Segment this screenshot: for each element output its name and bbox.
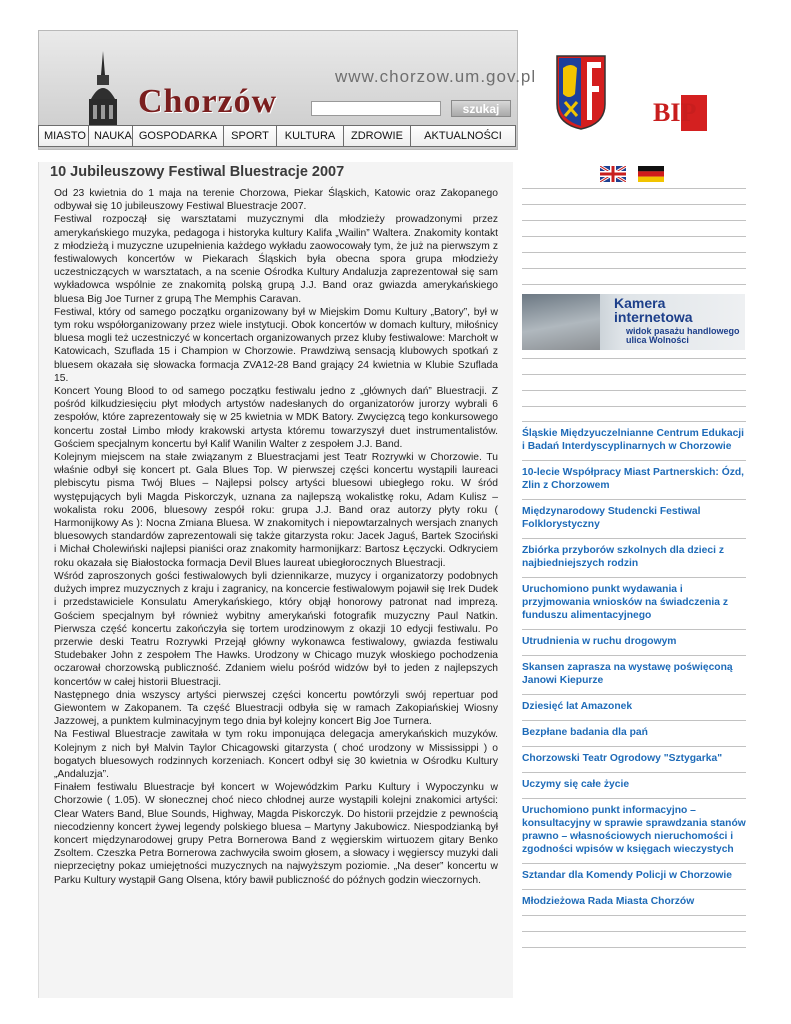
article-paragraph: Następnego dnia wszyscy artyści pierwszej części koncertu powtórzyli swój repertuar pod Giewontem w Zakopanem. Ta część Bluestracji odbyła się w ramach Zakopiańskiej Wiosny Jazzowej, a punktem kulminacyjnym tego dnia był kolejny koncert Big Joe Turnera.	[54, 689, 498, 728]
news-link[interactable]: Śląskie Międzyuczelnianne Centrum Edukacji i Badań Interdyscyplinarnych w Chorzowie	[522, 422, 746, 461]
nav-item-aktualnosci[interactable]: AKTUALNOŚCI	[411, 126, 515, 146]
sidebar	[522, 188, 746, 948]
webcam-title: Kamera internetowa	[614, 295, 693, 325]
sidebar-empty-row	[522, 221, 746, 237]
article-title: 10 Jubileuszowy Festiwal Bluestracje 2007	[50, 164, 345, 180]
coat-of-arms-icon	[555, 54, 607, 130]
article-paragraph: Festiwal, który od samego początku organizowany był w Miejskim Domu Kultury „Batory”, był w tym roku współorganizowany przez wiele instytucji. Obok koncertów w domach kultury, miłośnicy bluesa mogli też uczestniczyć w koncertach organizowanych przez kluby festiwalowe: Marchołt w Katowicach, Szuflada 15 i Champion w Chorzowie. Prawdziwą sensacją klubowych spotkań z bluesem okazała się słowacka formacja ZVA12-28 Band grający 24 kwietnia w Klubie Szuflada 15.	[54, 306, 498, 384]
sidebar-empty-row	[522, 375, 746, 391]
sidebar-empty-row	[522, 205, 746, 221]
site-url: www.chorzow.um.gov.pl	[335, 67, 537, 86]
article-paragraph: Od 23 kwietnia do 1 maja na terenie Chorzowa, Piekar Śląskich, Katowic oraz Zakopanego odbywał się 10 jubileuszowy Festiwal Bluestracje 2007.	[54, 188, 498, 213]
nav-item-miasto[interactable]: MIASTO	[39, 126, 89, 146]
site-name: Chorzów	[138, 83, 278, 120]
article-body	[54, 187, 498, 887]
news-link[interactable]: Uczymy się całe życie	[522, 773, 746, 799]
news-link[interactable]: Sztandar dla Komendy Policji w Chorzowie	[522, 864, 746, 890]
news-link[interactable]: Chorzowski Teatr Ogrodowy "Sztygarka"	[522, 747, 746, 773]
sidebar-empty-row	[522, 269, 746, 285]
nav-item-kultura[interactable]: KULTURA	[277, 126, 344, 146]
news-link[interactable]: 10-lecie Współpracy Miast Partnerskich: Ózd, Zlin z Chorzowem	[522, 461, 746, 500]
english-flag-icon[interactable]	[600, 166, 626, 182]
main-nav	[38, 125, 516, 147]
sidebar-empty-row	[522, 189, 746, 205]
webcam-subtitle: widok pasażu handlowego ulica Wolności	[626, 326, 740, 345]
sidebar-empty-row	[522, 359, 746, 375]
news-link[interactable]: Międzynarodowy Studencki Festiwal Folklorystyczny	[522, 500, 746, 539]
german-flag-icon[interactable]	[638, 166, 664, 182]
news-link[interactable]: Zbiórka przyborów szkolnych dla dzieci z najbiedniejszych rodzin	[522, 539, 746, 578]
article-paragraph: Na Festiwal Bluestracje zawitała w tym roku imponująca delegacja amerykańskich muzyków. Kolejnym z nich był Malvin Taylor Chicagowski gitarzysta ( choć urodzony w Mississippi ) o bogatych bluesowych rodzinnych korzeniach. Koncert odbył się 30 kwietnia w Ośrodku Kultury „Andaluzja”.	[54, 729, 498, 780]
nav-item-gospodarka[interactable]: GOSPODARKA	[133, 126, 224, 146]
sidebar-empty-row	[522, 391, 746, 407]
article-paragraph: Wśród zaproszonych gości festiwalowych byli dziennikarze, muzycy i organizatorzy podobnych dużych imprez muzycznych z kraju i zagranicy, na koncercie festiwalowym pojawił się Irek Dudek i przedstawiciele Konsulatu Amerykańskiego, który objął honorowy patronat nad imprezą. Gościem specjalnym był również wybitny amerykański fotografik muzyczny Paul Natkin. Pierwsza część koncertu zakończyła się tortem urodzinowym z okazji 10 edycji festiwalu. Po przerwie deski Teatru Rozrywki Przejął główny wykonawca festiwalowy, gwiazda festiwalu Studebaker John z zespołem The Hawks. Urodzony w Chicago muzyk włoskiego pochodzenia oczarował chorzowską publiczność. Zdaniem wielu pośród widzów był to jeden z najlepszych koncertów w całej historii Bluestracji.	[54, 570, 498, 688]
sidebar-empty-row	[522, 253, 746, 269]
bip-logo-icon[interactable]	[651, 91, 709, 133]
sidebar-empty-row	[522, 407, 746, 422]
webcam-thumbnail	[522, 294, 600, 350]
bip-logo-text: BIP	[653, 98, 697, 127]
search-input[interactable]	[311, 101, 441, 116]
article-paragraph: Finałem festiwalu Bluestracje był koncert w Wojewódzkim Parku Kultury i Wypoczynku w Chorzowie ( 1.05). W słonecznej choć nieco chłodnej aurze wystąpili kolejni znakomici artyści: Clear Waters Band, Blue Sounds, Highway, Magda Piskorczyk. Do historii przejdzie z pewnością niecodzienny koncert żywej legendy polskiego bluesa – Martyny Jakubowicz. Niespodzianką był koncert międzynarodowej grupy Petra Bornerowa Band z węgierskim wirtuozem gitary Benko Zsoltem. Czeszka Petra Bornerowa zachwyciła swoim głosem, a słowacy i węgierscy muzyki dali nieprzeciętny pokaz umiejętności muzycznych na najwyższym poziomie. „Na deser” koncertu w Parku Kultury wystąpił Gang Olsena, który bawił publiczność do późnych godzin wieczornych.	[54, 782, 498, 886]
webcam-banner[interactable]	[522, 294, 745, 350]
language-flags	[600, 166, 664, 182]
nav-item-zdrowie[interactable]: ZDROWIE	[344, 126, 411, 146]
nav-item-nauka[interactable]: NAUKA	[89, 126, 133, 146]
nav-item-sport[interactable]: SPORT	[224, 126, 277, 146]
news-link[interactable]: Utrudnienia w ruchu drogowym	[522, 630, 746, 656]
news-link[interactable]: Uruchomiono punkt informacyjno – konsultacyjny w sprawie sprawdzania stanów prawno – własnościowych nieruchomości i zgodności wpisów w księgach wieczystych	[522, 799, 746, 864]
article-paragraph: Kolejnym miejscem na stałe związanym z Bluestracjami jest Teatr Rozrywki w Chorzowie. Tu właśnie odbył się koncert pt. Gala Blues Top. W pierwszej części koncertu wystąpili laureaci plebiscytu pisma Twój Blues – Najlepsi polscy artyści bluesowi ubiegłego roku. W śród występujących byli Magda Piskorczyk, uznana za najlepszą wokalistkę roku, Adam Kulisz – wokalista roku 2006, bluesowy zespół roku: grupa J.J. Band oraz autorzy płyty roku ( Harmonijkowy As ): Nocna Zmiana Bluesa. W znakomitych i niepowtarzalnych wersjach znanych bluesowych standardów zaprezentowali się także gitarzysta roku: Jacek Jaguś, Bartek Szociński i Michał Cholewiński najlepsi pianiści oraz znakomity harmonijkarz: Bartosz Łęczycki. Odkryciem roku okazała się Białostocka formacja Devil Blues laureat ubiegłorocznych Bluestracji.	[54, 452, 498, 569]
article-paragraph: Festiwal rozpoczął się warsztatami muzycznymi dla młodzieży prowadzonymi przez amerykańskiego muzyka, pedagoga i historyka kultury Kalifa „Wailin” Waltera. Znakomity kontakt z młodzieżą i muzyczne uzupełnienia każdego wykładu zaowocowały tym, że już na pierwszym z festiwalowych koncertów w Piekarach Śląskich była obecna spora grupa młodzieży uczestniczących w warsztatach, a na scenie Ośrodka Kultury Andaluzja zaprezentował się sam wykładowca wspólnie ze znakomitą polską grupą J.J. Band oraz gwiazda amerykańskiego bluesa Big Joe Turner z grupą The Memphis Caravan.	[54, 214, 498, 305]
article-paragraph: Koncert Young Blood to od samego początku festiwalu jedno z „głównych dań” Bluestracji. Z pośród kilkudziesięciu płyt młodych artystów nadesłanych do organizatorów jurorzy wybrali 6 zespołów, które zaprezentowały się w 25 kwietnia w MDK Batory. Zwycięzcą tego konkursowego koncertu został Limbo młody krakowski artysta któremu towarzyszył duet instrumentalistów. Gościem specjalnym koncertu był Kalif Wanilin Walter z zespołem J.J. Band.	[54, 386, 498, 450]
search-button[interactable]: szukaj	[451, 100, 511, 117]
sidebar-empty-row	[522, 237, 746, 253]
news-link[interactable]: Bezpłane badania dla pań	[522, 721, 746, 747]
sidebar-empty-row	[522, 916, 746, 932]
news-link[interactable]: Skansen zaprasza na wystawę poświęconą Janowi Kiepurze	[522, 656, 746, 695]
news-link[interactable]: Młodzieżowa Rada Miasta Chorzów	[522, 890, 746, 916]
sidebar-empty-row	[522, 932, 746, 948]
news-link[interactable]: Dziesięć lat Amazonek	[522, 695, 746, 721]
news-link[interactable]: Uruchomiono punkt wydawania i przyjmowania wniosków na świadczenia z funduszu alimentacyjnego	[522, 578, 746, 630]
